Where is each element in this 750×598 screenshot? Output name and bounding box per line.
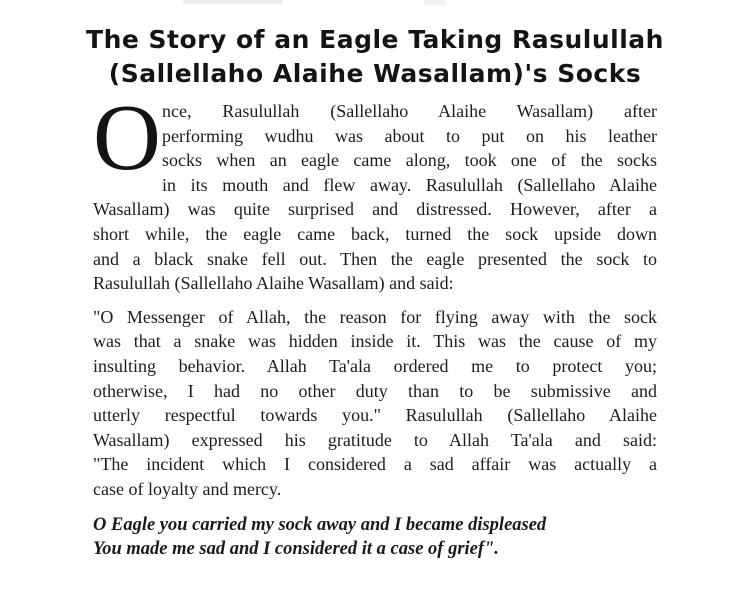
text-line: Wasallam) expressed his gratitude to Allah Ta'ala and said: <box>93 429 657 450</box>
text-line: case of loyalty and mercy. <box>93 478 282 499</box>
title-line-2: (Sallellaho Alaihe Wasallam)'s Socks <box>108 59 642 88</box>
story-body <box>93 86 657 561</box>
verse-line: O Eagle you carried my sock away and I became displeased <box>93 514 547 535</box>
title-line-1: The Story of an Eagle Taking Rasulullah <box>86 25 664 54</box>
text-line: was that a snake was hidden inside it. This was the cause of my <box>93 331 657 352</box>
verse-line: You made me sad and I considered it a case of grief". <box>93 538 499 559</box>
text-line: "O Messenger of Allah, the reason for flying away with the sock <box>93 306 657 327</box>
text-line: utterly respectful towards you." Rasulullah (Sallellaho Alaihe <box>93 405 657 426</box>
text-line: in its mouth and flew away. Rasulullah (Sallellaho Alaihe <box>162 174 657 195</box>
scan-artifact <box>424 0 446 5</box>
paragraph-opening <box>93 86 657 296</box>
text-line: socks when an eagle came along, took one of the socks <box>162 150 657 171</box>
dropcap-letter: O <box>93 86 161 190</box>
text-line: Rasulullah (Sallellaho Alaihe Wasallam) and said: <box>93 273 454 294</box>
paragraph-eagle-speech <box>93 305 657 502</box>
page-title <box>0 23 750 91</box>
scan-artifact <box>183 0 283 4</box>
text-line: Wasallam) was quite surprised and distressed. However, after a <box>93 199 657 220</box>
text-line: and a black snake fell out. Then the eagle presented the sock to <box>93 248 657 269</box>
text-line: insulting behavior. Allah Ta'ala ordered me to protect you; <box>93 355 657 376</box>
text-line: otherwise, I had no other duty than to be submissive and <box>93 380 657 401</box>
text-line: "The incident which I considered a sad affair was actually a <box>93 454 657 475</box>
text-line: short while, the eagle came back, turned the sock upside down <box>93 223 657 244</box>
text-line: performing wudhu was about to put on his leather <box>162 125 657 146</box>
closing-couplet <box>93 513 657 561</box>
text-line: nce, Rasulullah (Sallellaho Alaihe Wasallam) after <box>162 101 657 121</box>
